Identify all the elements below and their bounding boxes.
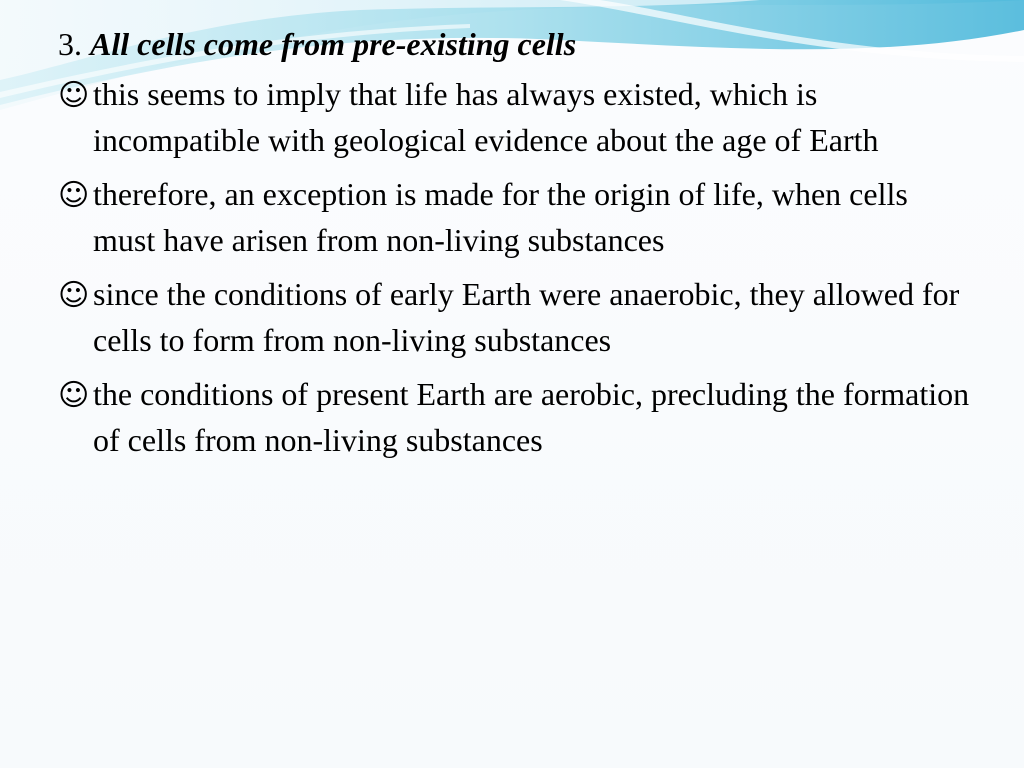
smiley-icon: ☺ [58,278,90,313]
bullet-item [58,272,978,362]
heading-number: 3. [58,26,90,62]
slide-content [58,22,978,472]
heading-title: All cells come from pre-existing cells [90,26,577,62]
bullet-item [58,372,978,462]
smiley-icon: ☺ [58,378,90,413]
bullet-text: since the conditions of early Earth were anaerobic, they allowed for cells to form from non-living substances [93,276,960,358]
bullet-text: this seems to imply that life has always existed, which is incompatible with geological evidence about the age of Earth [93,76,879,158]
bullet-text: therefore, an exception is made for the origin of life, when cells must have arisen from non-living substances [93,176,908,258]
smiley-icon: ☺ [58,78,90,113]
bullet-item [58,172,978,262]
bullet-item [58,72,978,162]
bullet-text: the conditions of present Earth are aerobic, precluding the formation of cells from non-living substances [93,376,970,458]
smiley-icon: ☺ [58,178,90,213]
slide-heading [58,22,978,66]
